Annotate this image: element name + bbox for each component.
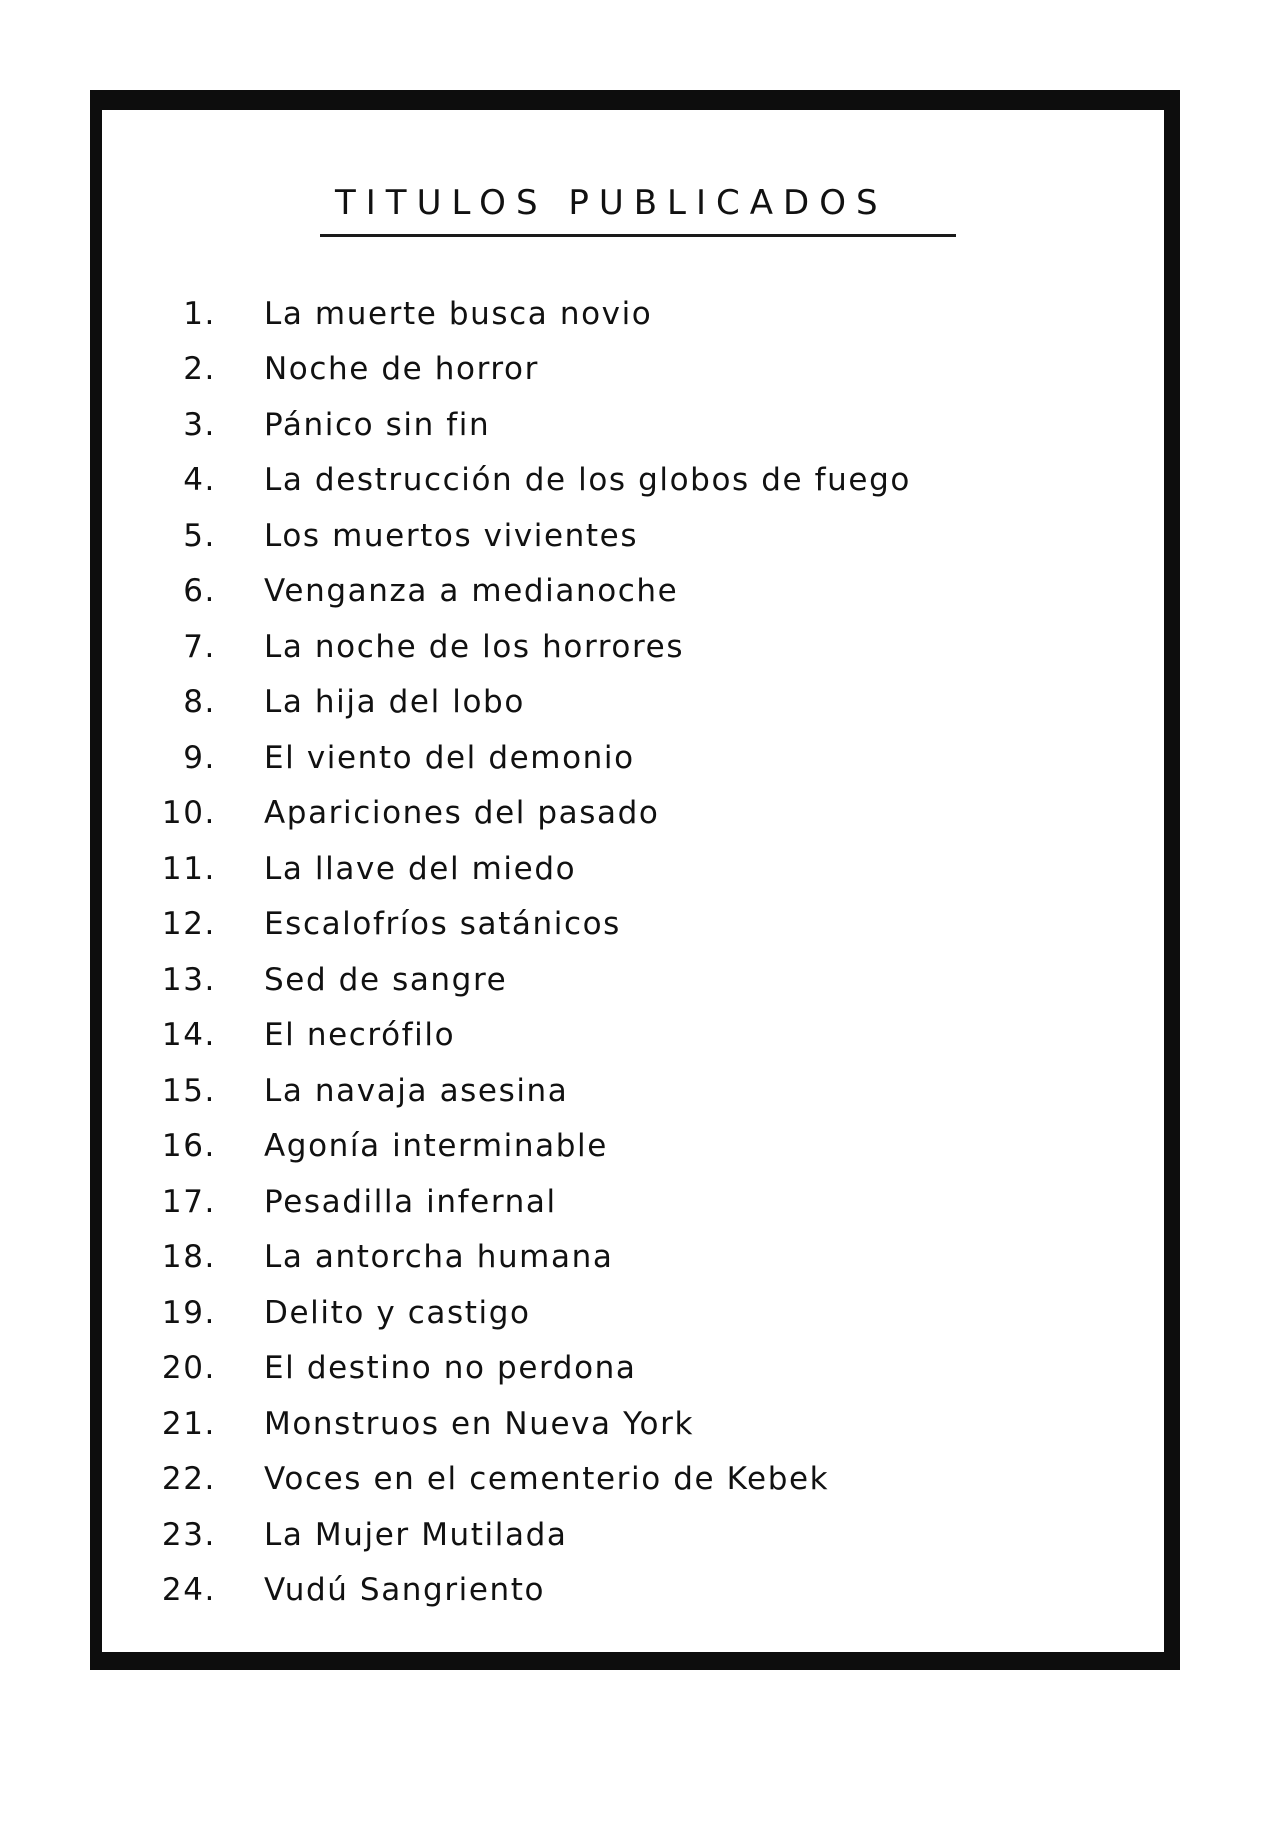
list-item bbox=[150, 1341, 1110, 1397]
item-number: 23. bbox=[161, 1516, 216, 1553]
item-title: La hija del lobo bbox=[264, 684, 525, 721]
item-number: 16. bbox=[161, 1128, 216, 1165]
list-item bbox=[150, 1063, 1110, 1119]
list-item bbox=[150, 952, 1110, 1008]
item-title: Delito y castigo bbox=[264, 1294, 531, 1331]
list-item bbox=[150, 286, 1110, 342]
list-item bbox=[150, 453, 1110, 509]
item-number: 1. bbox=[183, 295, 216, 332]
item-number: 20. bbox=[161, 1350, 216, 1387]
item-title: La antorcha humana bbox=[264, 1239, 614, 1276]
title-underline bbox=[320, 234, 956, 237]
list-item bbox=[150, 619, 1110, 675]
list-item bbox=[150, 1174, 1110, 1230]
item-title: Pánico sin fin bbox=[264, 406, 491, 443]
item-title: El viento del demonio bbox=[264, 739, 635, 776]
item-title: Apariciones del pasado bbox=[264, 795, 660, 832]
item-number: 8. bbox=[183, 684, 216, 721]
item-number: 9. bbox=[183, 739, 216, 776]
item-title: Vudú Sangriento bbox=[264, 1572, 546, 1609]
list-item bbox=[150, 1452, 1110, 1508]
item-number: 14. bbox=[161, 1017, 216, 1054]
page-title: TITULOS PUBLICADOS bbox=[335, 183, 888, 223]
item-number: 18. bbox=[161, 1239, 216, 1276]
list-item bbox=[150, 730, 1110, 786]
item-number: 11. bbox=[161, 850, 216, 887]
item-title: La Mujer Mutilada bbox=[264, 1516, 568, 1553]
item-number: 17. bbox=[161, 1183, 216, 1220]
list-item bbox=[150, 397, 1110, 453]
item-title: Venganza a medianoche bbox=[264, 573, 679, 610]
item-title: Voces en el cementerio de Kebek bbox=[264, 1461, 830, 1498]
item-number: 2. bbox=[183, 351, 216, 388]
item-title: La muerte busca novio bbox=[264, 295, 653, 332]
item-number: 6. bbox=[183, 573, 216, 610]
item-title: Los muertos vivientes bbox=[264, 517, 639, 554]
list-item bbox=[150, 1563, 1110, 1619]
list-item bbox=[150, 841, 1110, 897]
item-title: El necrófilo bbox=[264, 1017, 456, 1054]
item-number: 3. bbox=[183, 406, 216, 443]
item-number: 13. bbox=[161, 961, 216, 998]
item-number: 5. bbox=[183, 517, 216, 554]
item-number: 24. bbox=[161, 1572, 216, 1609]
item-number: 4. bbox=[183, 462, 216, 499]
item-number: 12. bbox=[161, 906, 216, 943]
item-title: Noche de horror bbox=[264, 351, 539, 388]
item-title: Pesadilla infernal bbox=[264, 1183, 557, 1220]
list-item bbox=[150, 675, 1110, 731]
item-number: 7. bbox=[183, 628, 216, 665]
list-item bbox=[150, 508, 1110, 564]
list-item bbox=[150, 1119, 1110, 1175]
published-titles-list bbox=[150, 286, 1110, 1618]
list-item bbox=[150, 564, 1110, 620]
item-title: Sed de sangre bbox=[264, 961, 508, 998]
list-item bbox=[150, 1230, 1110, 1286]
item-number: 10. bbox=[161, 795, 216, 832]
item-number: 22. bbox=[161, 1461, 216, 1498]
list-item bbox=[150, 1285, 1110, 1341]
item-title: La destrucción de los globos de fuego bbox=[264, 462, 911, 499]
item-title: La llave del miedo bbox=[264, 850, 577, 887]
item-title: Agonía interminable bbox=[264, 1128, 608, 1165]
item-title: La noche de los horrores bbox=[264, 628, 685, 665]
list-item bbox=[150, 897, 1110, 953]
list-item bbox=[150, 1008, 1110, 1064]
item-title: Escalofríos satánicos bbox=[264, 906, 621, 943]
list-item bbox=[150, 1396, 1110, 1452]
item-number: 21. bbox=[161, 1405, 216, 1442]
item-title: Monstruos en Nueva York bbox=[264, 1405, 694, 1442]
list-item bbox=[150, 342, 1110, 398]
item-number: 15. bbox=[161, 1072, 216, 1109]
item-title: El destino no perdona bbox=[264, 1350, 637, 1387]
list-item bbox=[150, 786, 1110, 842]
item-number: 19. bbox=[161, 1294, 216, 1331]
list-item bbox=[150, 1507, 1110, 1563]
item-title: La navaja asesina bbox=[264, 1072, 569, 1109]
